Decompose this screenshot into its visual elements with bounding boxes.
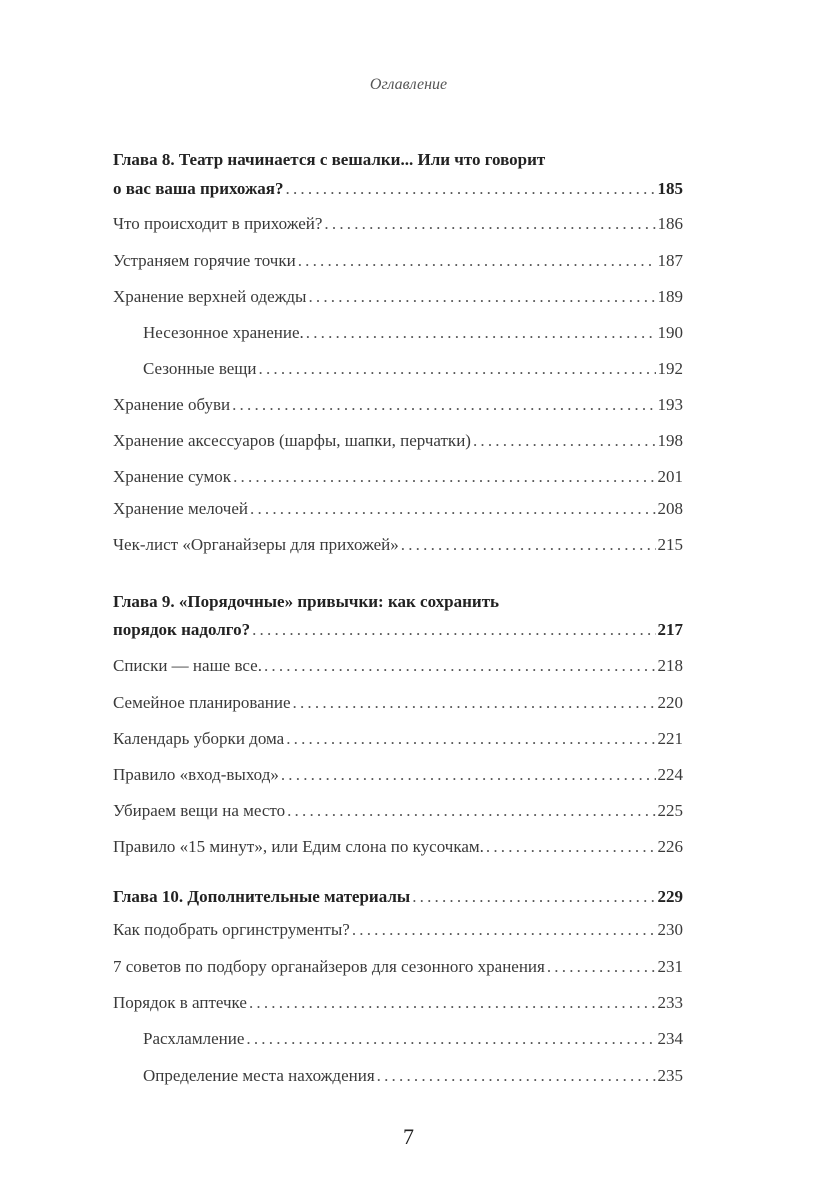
entry-title: Чек-лист «Органайзеры для прихожей» xyxy=(113,535,399,554)
entry-page-number: 233 xyxy=(657,993,683,1012)
dot-leader xyxy=(547,956,656,978)
entry-title: Что происходит в прихожей? xyxy=(113,214,323,233)
dot-leader xyxy=(281,764,656,786)
dot-leader xyxy=(401,534,656,556)
toc-entry[interactable] xyxy=(113,764,683,786)
entry-title: Как подобрать оргинструменты? xyxy=(113,920,350,939)
entry-title: Правило «15 минут», или Едим слона по кусочкам. xyxy=(113,837,484,856)
dot-leader xyxy=(250,498,656,520)
toc-entry[interactable] xyxy=(113,728,683,750)
toc-entry[interactable] xyxy=(113,394,683,416)
entry-title: Убираем вещи на место xyxy=(113,801,286,820)
entry-page-number: 201 xyxy=(657,467,683,486)
entry-page-number: 220 xyxy=(657,693,683,712)
toc-entry[interactable] xyxy=(113,534,683,556)
entry-title: Глава 10. Дополнительные материалы xyxy=(113,887,411,906)
entry-title: Определение места нахождения xyxy=(143,1066,375,1085)
toc-entry[interactable] xyxy=(113,498,683,520)
toc-entry[interactable] xyxy=(143,358,683,380)
entry-title: Устраняем горячие точки xyxy=(113,251,296,270)
toc-entry[interactable] xyxy=(113,466,683,488)
dot-leader xyxy=(249,992,656,1014)
entry-title: порядок надолго? xyxy=(113,620,251,639)
toc-entry[interactable] xyxy=(113,800,683,822)
toc-chapter-entry[interactable] xyxy=(113,619,683,641)
dot-leader xyxy=(308,286,655,308)
entry-title: Несезонное хранение. xyxy=(143,323,304,342)
toc-entry[interactable] xyxy=(113,430,683,452)
dot-leader xyxy=(412,886,655,908)
toc-chapter-entry[interactable] xyxy=(113,178,683,200)
entry-page-number: 215 xyxy=(657,535,683,554)
entry-title: Сезонные вещи xyxy=(143,359,257,378)
entry-title: Хранение обуви xyxy=(113,395,231,414)
entry-page-number: 234 xyxy=(657,1029,683,1048)
entry-title: 7 советов по подбору органайзеров для сезонного хранения xyxy=(113,957,545,976)
entry-page-number: 187 xyxy=(657,251,683,270)
entry-title: Хранение мелочей xyxy=(113,499,248,518)
dot-leader xyxy=(287,800,655,822)
entry-title: Календарь уборки дома xyxy=(113,729,285,748)
dot-leader xyxy=(298,250,656,272)
dot-leader xyxy=(246,1028,655,1050)
entry-title: Семейное планирование xyxy=(113,693,291,712)
toc-entry[interactable] xyxy=(113,692,683,714)
dot-leader xyxy=(293,692,656,714)
entry-title: о вас ваша прихожая? xyxy=(113,179,284,198)
entry-title: Правило «вход-выход» xyxy=(113,765,279,784)
entry-page-number: 229 xyxy=(657,887,683,906)
dot-leader xyxy=(352,919,656,941)
chapter-title-line: Глава 8. Театр начинается с вешалки... Или что говорит xyxy=(113,150,546,169)
entry-page-number: 231 xyxy=(657,957,683,976)
entry-page-number: 193 xyxy=(657,395,683,414)
toc-entry[interactable] xyxy=(143,1028,683,1050)
entry-page-number: 218 xyxy=(657,656,683,675)
toc-entry[interactable] xyxy=(113,956,683,978)
toc-entry[interactable] xyxy=(113,919,683,941)
toc-entry[interactable] xyxy=(143,1065,683,1087)
toc-entry[interactable] xyxy=(113,836,683,858)
entry-page-number: 198 xyxy=(657,431,683,450)
running-head: Оглавление xyxy=(369,76,448,93)
entry-page-number: 192 xyxy=(657,359,683,378)
dot-leader xyxy=(306,322,656,344)
dot-leader xyxy=(324,213,655,235)
toc-entry[interactable] xyxy=(143,322,683,344)
dot-leader xyxy=(232,394,655,416)
entry-page-number: 208 xyxy=(657,499,683,518)
entry-page-number: 186 xyxy=(657,214,683,233)
dot-leader xyxy=(252,619,655,641)
dot-leader xyxy=(377,1065,656,1087)
entry-page-number: 190 xyxy=(657,323,683,342)
entry-page-number: 226 xyxy=(657,837,683,856)
entry-page-number: 224 xyxy=(657,765,683,784)
toc-entry[interactable] xyxy=(113,213,683,235)
dot-leader xyxy=(264,655,656,677)
dot-leader xyxy=(473,430,656,452)
toc-entry[interactable] xyxy=(113,992,683,1014)
entry-page-number: 185 xyxy=(657,179,683,198)
dot-leader xyxy=(233,466,655,488)
entry-page-number: 189 xyxy=(657,287,683,306)
entry-title: Хранение верхней одежды xyxy=(113,287,307,306)
toc-entry[interactable] xyxy=(113,250,683,272)
page-number: 7 xyxy=(403,1124,414,1149)
entry-page-number: 230 xyxy=(657,920,683,939)
entry-title: Порядок в аптечке xyxy=(113,993,247,1012)
entry-page-number: 225 xyxy=(657,801,683,820)
entry-title: Расхламление xyxy=(143,1029,245,1048)
entry-title: Хранение аксессуаров (шарфы, шапки, перчатки) xyxy=(113,431,471,450)
dot-leader xyxy=(486,836,656,858)
entry-title: Хранение сумок xyxy=(113,467,232,486)
dot-leader xyxy=(259,358,656,380)
dot-leader xyxy=(286,178,656,200)
entry-page-number: 221 xyxy=(657,729,683,748)
toc-chapter-entry[interactable] xyxy=(113,886,683,908)
dot-leader xyxy=(286,728,655,750)
chapter-title-line: Глава 9. «Порядочные» привычки: как сохранить xyxy=(113,592,500,611)
entry-page-number: 217 xyxy=(657,620,683,639)
toc-entry[interactable] xyxy=(113,655,683,677)
entry-title: Списки — наше все. xyxy=(113,656,262,675)
entry-page-number: 235 xyxy=(657,1066,683,1085)
toc-entry[interactable] xyxy=(113,286,683,308)
